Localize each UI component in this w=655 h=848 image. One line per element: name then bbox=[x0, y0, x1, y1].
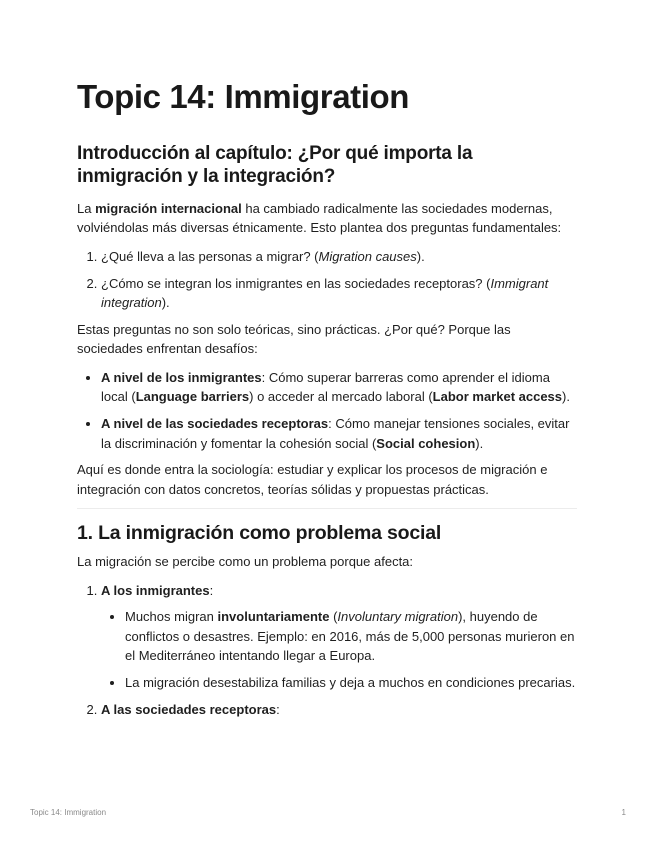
intro-heading: Introducción al capítulo: ¿Por qué importa la inmigración y la integración? bbox=[77, 143, 473, 187]
list-item: 2. ¿Cómo se integran los inmigrantes en las sociedades receptoras? (Immigrant integration). bbox=[101, 274, 577, 313]
section-heading: 1. La inmigración como problema social bbox=[77, 522, 442, 545]
section-intro: La migración se percibe como un problema porque afecta: bbox=[77, 554, 414, 570]
challenges-list bbox=[77, 368, 577, 453]
page-title: Topic 14: Immigration bbox=[77, 78, 410, 115]
list-item: • A nivel de los inmigrantes: Cómo superar barreras como aprender el idioma local (Language barriers) o acceder al mercado laboral (Labor market access). bbox=[101, 368, 577, 407]
footer-title: Topic 14: Immigration bbox=[30, 808, 107, 817]
list-item: 1. ¿Qué lleva a las personas a migrar? (Migration causes). bbox=[101, 247, 577, 266]
sub-list bbox=[101, 607, 577, 692]
section-divider bbox=[77, 508, 577, 509]
list-item: 2. A las sociedades receptoras: bbox=[101, 700, 577, 719]
list-item: • Muchos migran involuntariamente (Involuntary migration), huyendo de conflictos o desastres. Ejemplo: en 2016, más de 5,000 personas murieron en el Mediterráneo intentando llegar a Europa. bbox=[125, 607, 577, 665]
page-number: 1 bbox=[621, 808, 626, 817]
challenges-intro: Estas preguntas no son solo teóricas, sino prácticas. ¿Por qué? Porque las sociedades enfrentan desafíos: bbox=[77, 322, 511, 357]
document-body bbox=[77, 142, 577, 727]
list-item: • A nivel de las sociedades receptoras: Cómo manejar tensiones sociales, evitar la discriminación y fomentar la cohesión social (Social cohesion). bbox=[101, 414, 577, 453]
list-item: • La migración desestabiliza familias y deja a muchos en condiciones precarias. bbox=[125, 673, 577, 692]
sociology-paragraph: Aquí es donde entra la sociología: estudiar y explicar los procesos de migración e integración con datos concretos, teorías sólidas y propuestas prácticas. bbox=[77, 462, 548, 497]
questions-list bbox=[77, 247, 577, 313]
intro-paragraph: La migración internacional ha cambiado radicalmente las sociedades modernas, volviéndolas más diversas étnicamente. Esto plantea dos preguntas fundamentales: bbox=[77, 201, 562, 236]
list-item: 1. A los inmigrantes: • Muchos migran involuntariamente (Involuntary migration), huyendo de conflictos o desastres. Ejemplo: en 2016, más de 5,000 personas murieron en el Mediterráneo intentando llegar a Europa. • La migración desestabiliza familias y deja a muchos en condiciones precarias. bbox=[101, 581, 577, 693]
affects-list bbox=[77, 581, 577, 719]
